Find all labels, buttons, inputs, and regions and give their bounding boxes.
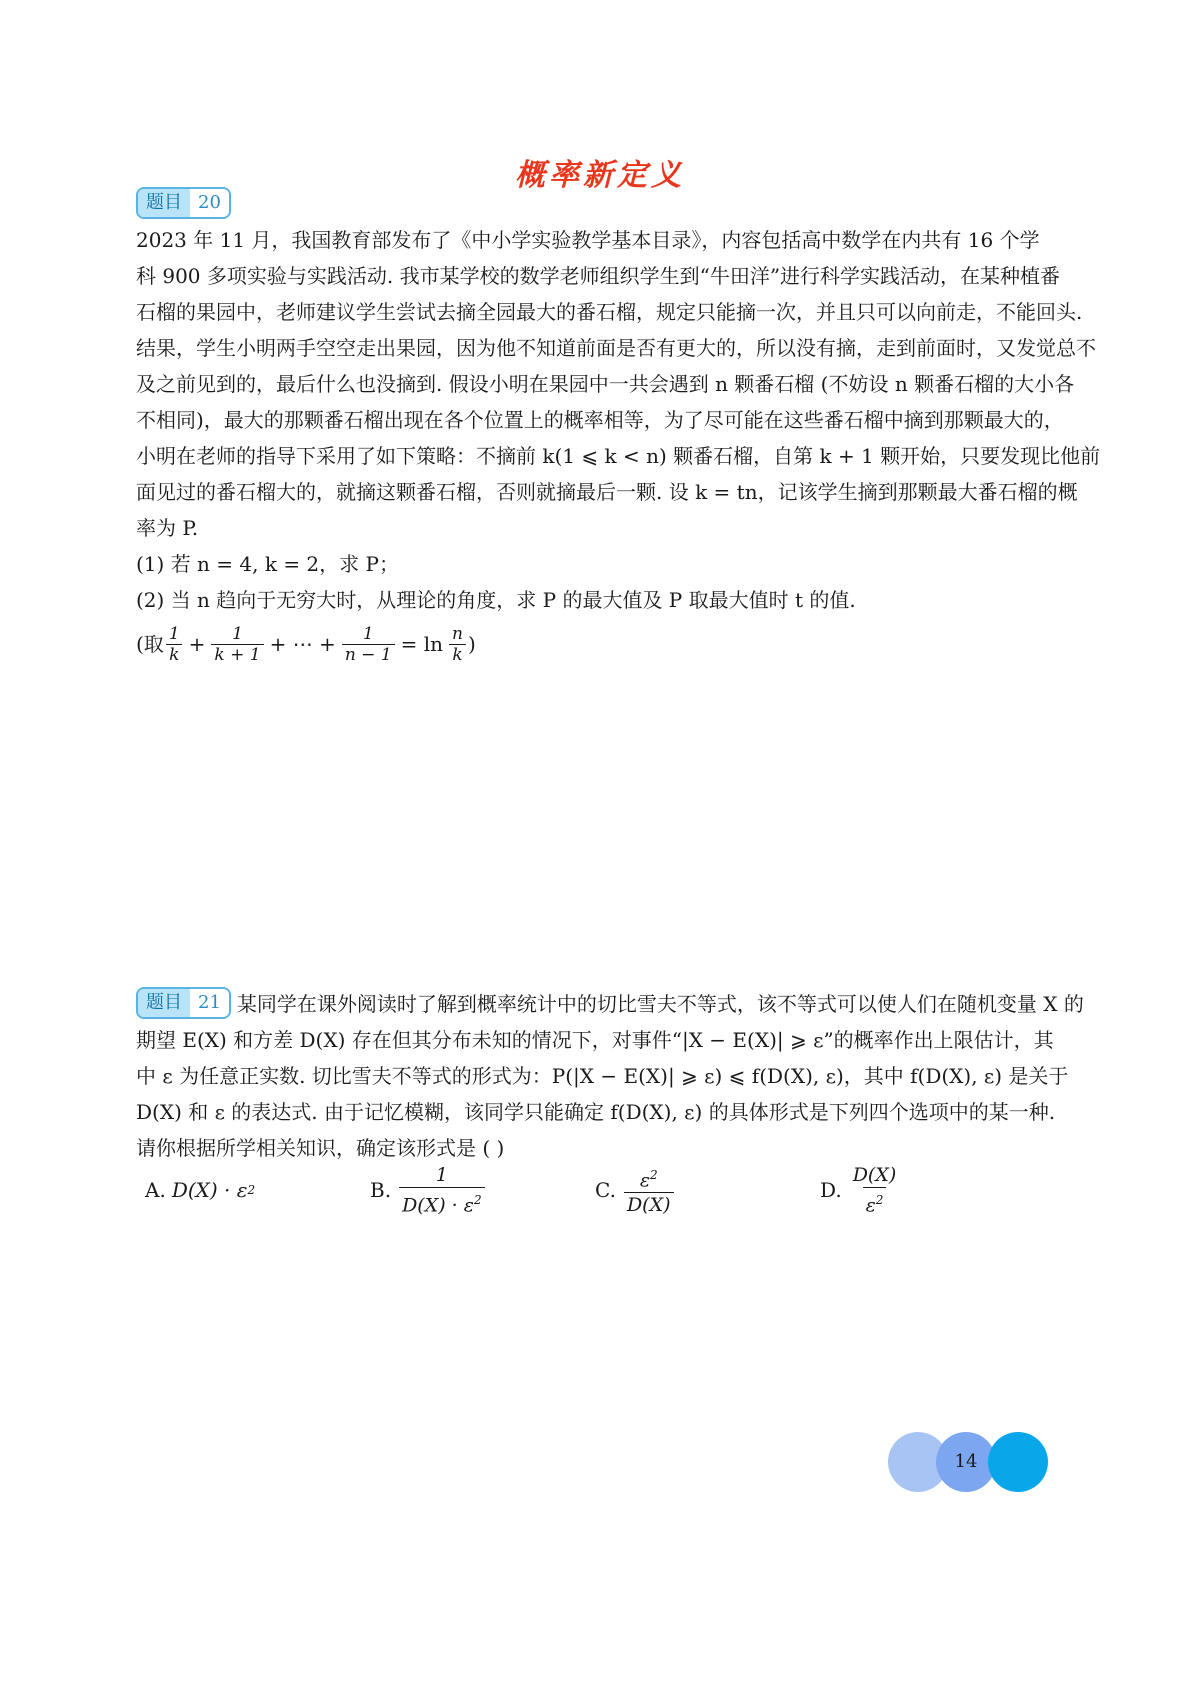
text-line: 小明在老师的指导下采用了如下策略：不摘前 k(1 ⩽ k < n) 颗番石榴，自第 k + 1 颗开始，只要发现比他前 bbox=[136, 444, 1101, 468]
fraction: $\frac{1}{n - 1}$ bbox=[342, 624, 395, 665]
fraction: $\frac{n}{k}$ bbox=[449, 624, 466, 665]
fraction: $\frac{1}{k}$ bbox=[166, 624, 183, 665]
page-title: 概率新定义 bbox=[515, 158, 685, 193]
option-c[interactable]: C. $\frac{\varepsilon^2}{D(X)}$ bbox=[595, 1162, 676, 1218]
fraction: $\frac{1}{D(X) \cdot \varepsilon^2}$ bbox=[399, 1163, 485, 1217]
text-line: 面见过的番石榴大的，就摘这颗番石榴，否则就摘最后一颗. 设 k = tn，记该学生摘到那颗最大番石榴的概 bbox=[136, 480, 1078, 504]
option-b[interactable]: B. $\frac{1}{D(X) \cdot \varepsilon^2}$ bbox=[370, 1162, 487, 1218]
ellipsis-sum: + ⋯ + bbox=[269, 632, 336, 656]
text-line: 中 ε 为任意正实数. 切比雪夫不等式的形式为：P(|X − E(X)| ⩾ ε) ⩽ f(D(X), ε)，其中 f(D(X), ε) 是关于 bbox=[136, 1064, 1069, 1088]
text-line: 结果，学生小明两手空空走出果园，因为他不知道前面是否有更大的，所以没有摘，走到前面时，又发觉总不 bbox=[136, 336, 1096, 360]
text-line: 2023 年 11 月，我国教育部发布了《中小学实验教学基本目录》，内容包括高中数学在内共有 16 个学 bbox=[136, 228, 1040, 252]
page-number-badge bbox=[888, 1432, 1053, 1492]
fraction: $\frac{\varepsilon^2}{D(X)}$ bbox=[624, 1163, 674, 1217]
problem-tag-label: 题目 bbox=[138, 189, 190, 217]
problem-20 bbox=[136, 186, 1101, 668]
problem-21-text bbox=[136, 986, 1096, 1166]
text-line: 不相同)，最大的那颗番石榴出现在各个位置上的概率相等，为了尽可能在这些番石榴中摘到那颗最大的， bbox=[136, 408, 1064, 432]
hint-close: ) bbox=[468, 632, 476, 656]
answer-options bbox=[145, 1162, 1045, 1218]
text-line: 率为 P. bbox=[136, 516, 199, 540]
fraction: $\frac{1}{k + 1}$ bbox=[211, 624, 263, 665]
problem-tag-number: 20 bbox=[190, 189, 229, 217]
fraction: $\frac{D(X)}{\varepsilon^2}$ bbox=[852, 1163, 897, 1217]
text-line: 期望 E(X) 和方差 D(X) 存在但其分布未知的情况下，对事件“|X − E(X)| ⩾ ε”的概率作出上限估计，其 bbox=[136, 1028, 1054, 1052]
problem-21-tag bbox=[136, 987, 231, 1019]
text-line: 请你根据所学相关知识，确定该形式是 ( ) bbox=[136, 1136, 505, 1160]
problem-21 bbox=[136, 986, 1096, 1166]
plus-sign: + bbox=[188, 632, 206, 656]
badge-circle bbox=[988, 1432, 1048, 1492]
page-number: 14 bbox=[954, 1451, 978, 1472]
hint-open: (取 bbox=[136, 632, 164, 656]
option-d[interactable]: D. $\frac{D(X)}{\varepsilon^2}$ bbox=[820, 1162, 901, 1218]
question-1: (1) 若 n = 4, k = 2，求 P； bbox=[136, 552, 399, 576]
hint-formula bbox=[136, 620, 1096, 668]
text-line: 某同学在课外阅读时了解到概率统计中的切比雪夫不等式，该不等式可以使人们在随机变量 X 的 bbox=[236, 992, 1084, 1016]
question-2: (2) 当 n 趋向于无穷大时，从理论的角度，求 P 的最大值及 P 取最大值时 t 的值. bbox=[136, 588, 856, 612]
text-line: 科 900 多项实验与实践活动. 我市某学校的数学老师组织学生到“牛田洋”进行科学实践活动，在某种植番 bbox=[136, 264, 1061, 288]
equals-ln: = ln bbox=[400, 632, 444, 656]
text-line: 石榴的果园中，老师建议学生尝试去摘全园最大的番石榴，规定只能摘一次，并且只可以向前走，不能回头. bbox=[136, 300, 1083, 324]
text-line: D(X) 和 ε 的表达式. 由于记忆模糊，该同学只能确定 f(D(X), ε) 的具体形式是下列四个选项中的某一种. bbox=[136, 1100, 1056, 1124]
option-a[interactable]: A. D(X) · ε 2 bbox=[145, 1178, 256, 1202]
problem-tag-number: 21 bbox=[190, 989, 229, 1017]
problem-tag-label: 题目 bbox=[138, 989, 190, 1017]
problem-20-tag bbox=[136, 187, 231, 219]
text-line: 及之前见到的，最后什么也没摘到. 假设小明在果园中一共会遇到 n 颗番石榴 (不妨设 n 颗番石榴的大小各 bbox=[136, 372, 1075, 396]
problem-20-text bbox=[136, 186, 1101, 618]
